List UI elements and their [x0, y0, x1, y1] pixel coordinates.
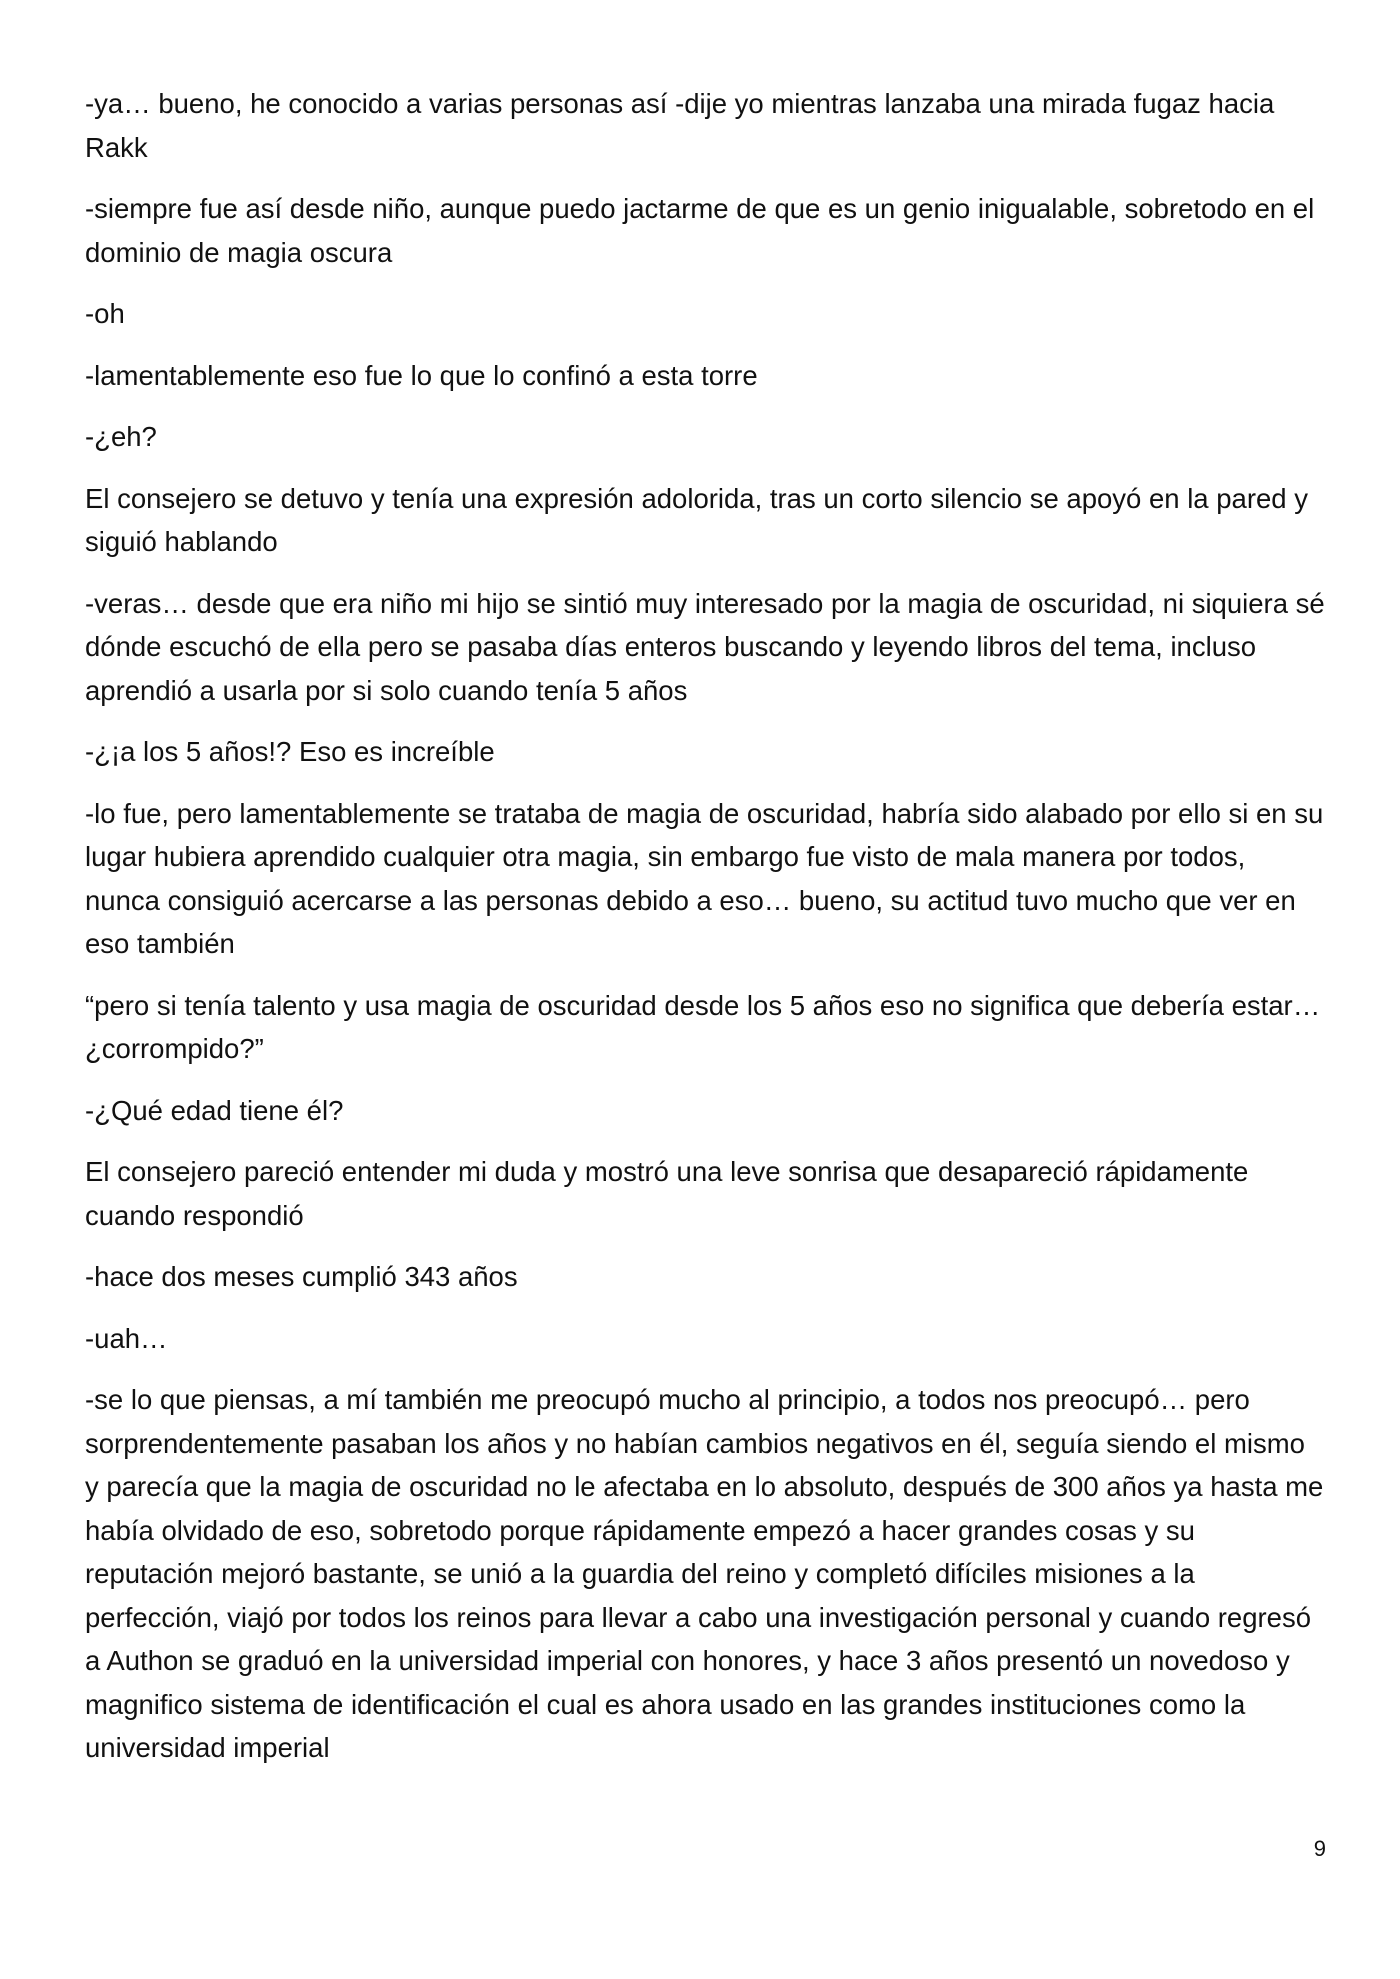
page-body — [85, 82, 1325, 1788]
paragraph: -veras… desde que era niño mi hijo se sintió muy interesado por la magia de oscuridad, ni siquiera sé dónde escuchó de ella pero se pasaba días enteros buscando y leyendo libros del tema, incluso aprendió a usarla por si solo cuando tenía 5 años — [85, 587, 1325, 706]
paragraph: -se lo que piensas, a mí también me preocupó mucho al principio, a todos nos preocupó… pero sorprendentemente pasaban los años y no habían cambios negativos en él, seguía siendo el mismo y parecía que la magia de oscuridad no le afectaba en lo absoluto, después de 300 años ya hasta me había olvidado de eso, sobretodo porque rápidamente empezó a hacer grandes cosas y su reputación mejoró bastante, se unió a la guardia del reino y completó difíciles misiones a la perfección, viajó por todos los reinos para llevar a cabo una investigación personal y cuando regresó a Authon se graduó en la universidad imperial con honores, y hace 3 años presentó un novedoso y magnifico sistema de identificación el cual es ahora usado en las grandes instituciones como la universidad imperial — [85, 1384, 1324, 1763]
paragraph: -¿eh? — [85, 421, 157, 452]
paragraph: -hace dos meses cumplió 343 años — [85, 1261, 518, 1292]
paragraph: -lo fue, pero lamentablemente se trataba de magia de oscuridad, habría sido alabado por ello si en su lugar hubiera aprendido cualquier otra magia, sin embargo fue visto de mala manera por todos, nunca consiguió acercarse a las personas debido a eso… bueno, su actitud tuvo mucho que ver en eso también — [85, 797, 1324, 959]
paragraph: -uah… — [85, 1322, 168, 1354]
paragraph: El consejero pareció entender mi duda y mostró una leve sonrisa que desapareció rápidamente cuando respondió — [85, 1156, 1249, 1231]
paragraph: -oh — [85, 298, 125, 329]
paragraph: -¿¡a los 5 años!? Eso es increíble — [85, 736, 495, 767]
paragraph: -¿Qué edad tiene él? — [85, 1094, 344, 1126]
paragraph: -lamentablemente eso fue lo que lo confinó a esta torre — [85, 359, 758, 391]
paragraph: -ya… bueno, he conocido a varias personas así -dije yo mientras lanzaba una mirada fugaz hacia Rakk — [85, 88, 1275, 163]
paragraph: -siempre fue así desde niño, aunque puedo jactarme de que es un genio inigualable, sobretodo en el dominio de magia oscura — [85, 193, 1315, 268]
paragraph: “pero si tenía talento y usa magia de oscuridad desde los 5 años eso no significa que debería estar… ¿corrompido?” — [85, 989, 1321, 1064]
page-number: 9 — [1313, 1836, 1326, 1861]
paragraph: El consejero se detuvo y tenía una expresión adolorida, tras un corto silencio se apoyó en la pared y siguió hablando — [85, 482, 1308, 557]
